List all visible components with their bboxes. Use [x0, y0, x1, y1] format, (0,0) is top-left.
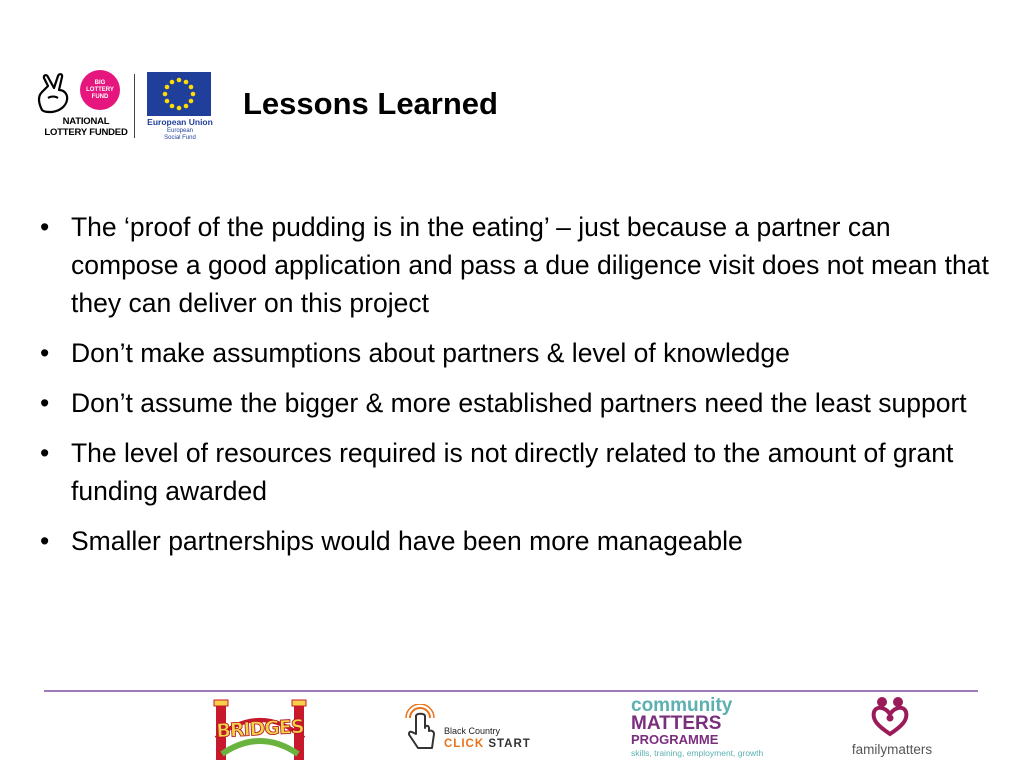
lottery-funded-caption: NATIONAL LOTTERY FUNDED [44, 116, 128, 138]
header-logo-divider [134, 74, 135, 138]
eu-flag-icon [147, 72, 211, 116]
bridges-logo-text: BRIDGES [215, 715, 305, 743]
bullet-marker: • [40, 212, 50, 242]
bullet-marker: • [40, 526, 50, 556]
bullet-text: Don’t assume the bigger & more established partners need the least support [71, 388, 967, 418]
big-lottery-fund-badge: BIG LOTTERY FUND [80, 70, 120, 110]
slide-title: Lessons Learned [243, 86, 498, 121]
bridges-logo [212, 698, 308, 762]
family-matters-logo [844, 694, 940, 764]
european-union-logo [145, 72, 215, 142]
bullet-text: Don’t make assumptions about partners & level of knowledge [71, 338, 790, 368]
bullet-text: Smaller partnerships would have been more manageable [71, 526, 743, 556]
eu-logo-subtitle: European Social Fund [164, 128, 196, 141]
eu-stars-icon [147, 72, 211, 116]
community-matters-tagline: skills, training, employment, growth [631, 748, 764, 758]
community-matters-line2: MATTERS [631, 713, 722, 734]
footer-divider [44, 690, 978, 692]
crossed-fingers-icon [34, 72, 78, 114]
pointing-finger-icon [404, 704, 438, 754]
bullet-marker: • [40, 388, 50, 418]
click-start-line2: CLICK START [444, 738, 531, 750]
bullet-marker: • [40, 438, 50, 468]
bullet-item [40, 434, 990, 510]
national-lottery-logo [34, 70, 132, 142]
bullet-item [40, 522, 990, 560]
bullet-marker: • [40, 338, 50, 368]
community-matters-line3: PROGRAMME [631, 732, 719, 747]
bullet-list [40, 208, 990, 572]
eu-logo-title: European Union [147, 117, 213, 127]
bullet-text: The level of resources required is not directly related to the amount of grant funding awarded [71, 438, 954, 506]
family-icon [868, 694, 912, 738]
community-matters-line1: community [631, 695, 733, 716]
click-start-line1: Black Country [444, 726, 501, 736]
bullet-item [40, 208, 990, 322]
bullet-item [40, 334, 990, 372]
black-country-click-start-logo [404, 704, 534, 756]
bullet-text: The ‘proof of the pudding is in the eating’ – just because a partner can compose a good application and pass a due diligence visit does not mean that they can deliver on this project [71, 212, 989, 318]
family-matters-text: familymatters [851, 742, 933, 757]
bullet-item [40, 384, 990, 422]
community-matters-logo [631, 696, 801, 760]
